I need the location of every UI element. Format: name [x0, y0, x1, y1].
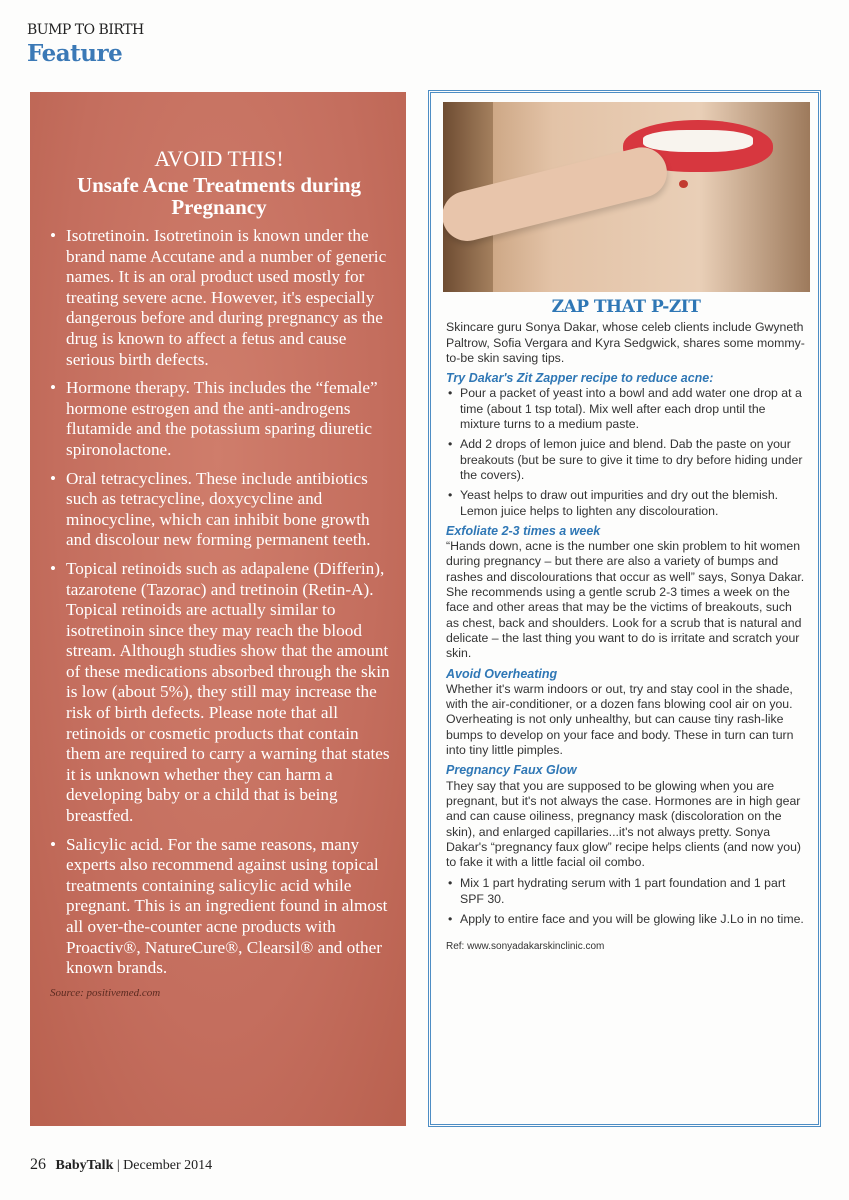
magazine-name: BabyTalk — [55, 1158, 114, 1173]
reference: Ref: www.sonyadakarskinclinic.com — [446, 941, 605, 953]
sidebar-subheading: Unsafe Acne Treatments during Pregnancy — [76, 173, 362, 219]
teeth — [643, 130, 753, 152]
exfoliate-text: “Hands down, acne is the number one skin problem to hit women during pregnancy – but there are also a variety of bumps and rashes and discolourations that occur as well” says, Sonya Dakar. She recommends using a gentle scrub 2-3 times a week on the face and other areas that may be the victims of breakouts, such as chest, back and shoulders. Look for a scrub that is natural and delicate – the last thing you want to do is irritate and scratch your skin. — [446, 539, 805, 661]
glow-list — [446, 876, 806, 927]
zap-that-pzit-box — [428, 90, 821, 1127]
avoid-this-sidebar — [30, 92, 406, 1126]
page-title: Feature — [27, 40, 123, 67]
exfoliate-heading: Exfoliate 2-3 times a week — [446, 523, 601, 538]
source-credit: Source: positivemed.com — [50, 986, 161, 999]
overheating-heading: Avoid Overheating — [446, 666, 558, 681]
list-item: • Pour a packet of yeast into a bowl and add water one drop at a time (about 1 tsp total). Mix well after each drop until the mixture turns to a medium paste. — [446, 386, 806, 432]
issue-date: | December 2014 — [116, 1158, 213, 1173]
list-item: • Add 2 drops of lemon juice and blend. Dab the paste on your breakouts (but be sure to give it time to dry before hiding under the covers). — [446, 437, 806, 483]
recipe-list — [446, 386, 806, 518]
list-item: • Salicylic acid. For the same reasons, many experts also recommend against using topical treatments containing salicylic acid while pregnant. This is an ingredient found in almost all over-the-counter acne products with Proactiv®, NatureCure®, Clearsil® and other known brands. — [48, 835, 390, 979]
box-title: ZAP THAT P-ZIT — [551, 297, 701, 317]
section-label: BUMP TO BIRTH — [27, 22, 144, 38]
list-item: • Isotretinoin. Isotretinoin is known under the brand name Accutane and a number of generic names. It is an oral product used mostly for treating severe acne. However, it's especially dangerous before and during pregnancy as the drug is known to affect a fetus and cause serious birth defects. — [48, 226, 390, 370]
list-item: • Topical retinoids such as adapalene (Differin), tazarotene (Tazorac) and tretinoin (Retin-A). Topical retinoids are actually similar to isotretinoin since they may reach the blood stream. Although studies show that the amount of these medications absorbed through the skin is low (about 5%), they still may increase the risk of birth defects. Please note that all retinoids or cosmetic products that contain them are required to carry a warning that states it is unknown whether they can harm a developing baby or a child that is being breastfed. — [48, 559, 390, 827]
overheating-text: Whether it's warm indoors or out, try and stay cool in the shade, with the air-conditioner, or a dozen fans blowing cool air on you. Overheating is not only unhealthy, but can cause tiny rash-like bumps to develop on your face and body. These in turn can turn into tiny little pimples. — [446, 681, 794, 758]
list-item: • Hormone therapy. This includes the “female” hormone estrogen and the anti-androgens flutamide and the potassium sparing diuretic spironolactone. — [48, 378, 390, 460]
list-item: • Mix 1 part hydrating serum with 1 part foundation and 1 part SPF 30. — [446, 876, 806, 907]
sidebar-heading: AVOID THIS! — [154, 146, 284, 171]
glow-heading: Pregnancy Faux Glow — [446, 763, 577, 778]
acne-photo — [443, 102, 810, 292]
list-item: • Oral tetracyclines. These include antibiotics such as tetracycline, doxycycline and minocycline, which can inhibit bone growth and discolour new forming permanent teeth. — [48, 469, 390, 551]
page-footer — [30, 1156, 212, 1174]
unsafe-treatments-list — [48, 226, 390, 979]
list-item: • Yeast helps to draw out impurities and dry out the blemish. Lemon juice helps to lighten any discolouration. — [446, 488, 806, 519]
glow-text: They say that you are supposed to be glowing when you are pregnant, but it's not always the case. Hormones are in high gear and can cause oiliness, pregnancy mask (discoloration on the skin), and enlarged capillaries...it's not always pretty. Sonya Dakar's “pregnancy faux glow” recipe helps clients (and now you) to fake it with a little facial oil combo. — [446, 778, 802, 870]
pimple — [679, 180, 688, 188]
page-number: 26 — [30, 1156, 46, 1173]
list-item: • Apply to entire face and you will be glowing like J.Lo in no time. — [446, 912, 806, 927]
intro-text: Skincare guru Sonya Dakar, whose celeb clients include Gwyneth Paltrow, Sofia Vergara and Kyra Sedgwick, shares some mommy-to-be skin saving tips. — [446, 320, 805, 365]
recipe-heading: Try Dakar's Zit Zapper recipe to reduce acne: — [446, 371, 714, 386]
